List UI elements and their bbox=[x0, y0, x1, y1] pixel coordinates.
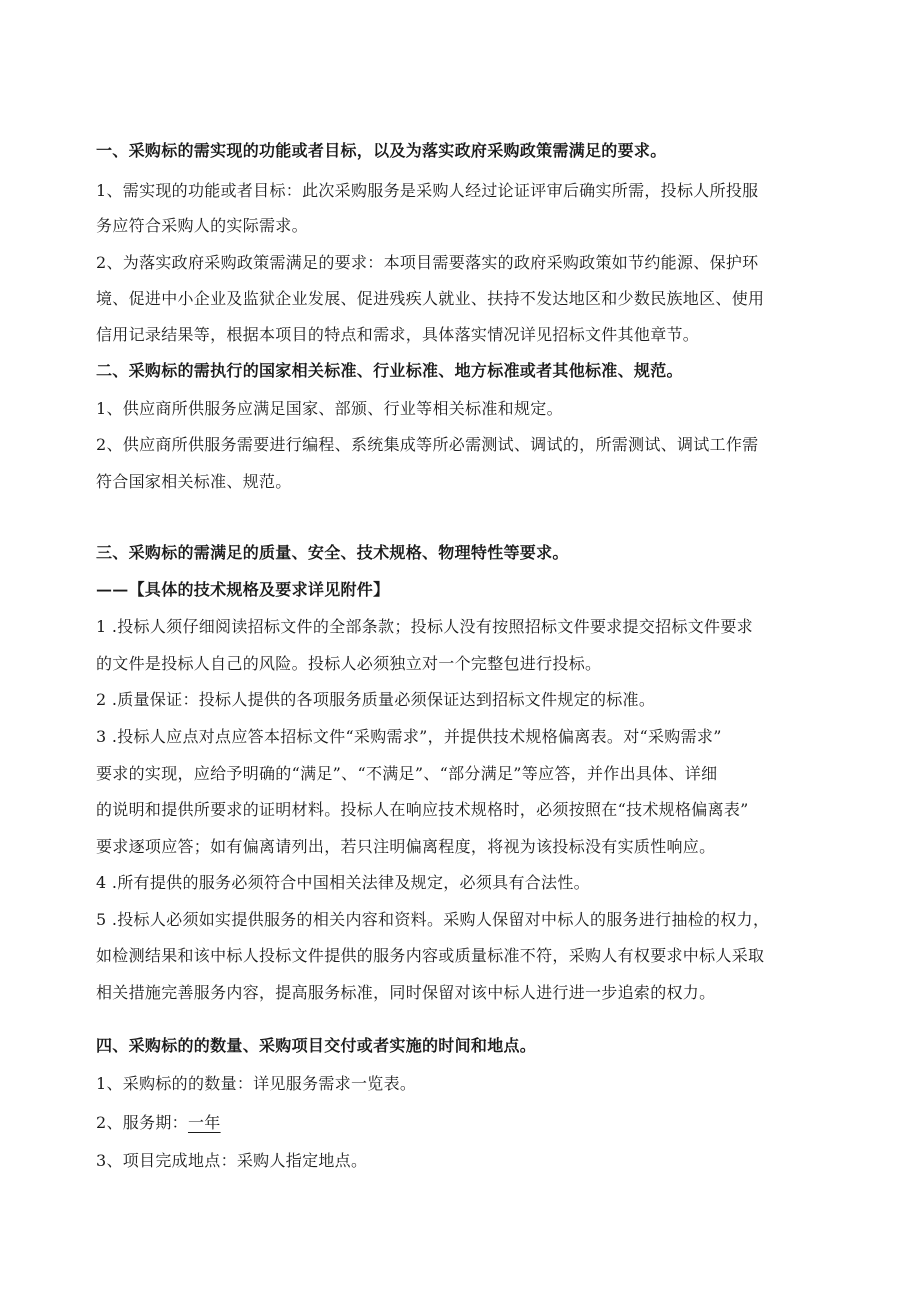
section-2-item-2-line-2: 符合国家相关标准、规范。 bbox=[96, 472, 292, 491]
section-3-note: ——【具体的技术规格及要求详见附件】 bbox=[96, 580, 390, 599]
section-3-item-5-line-3: 相关措施完善服务内容，提高服务标准，同时保留对该中标人进行进一步追索的权力。 bbox=[96, 983, 716, 1002]
section-2-heading: 二、采购标的需执行的国家相关标准、行业标准、地方标准或者其他标准、规范。 bbox=[96, 361, 683, 380]
section-4-item-3: 3、项目完成地点：采购人指定地点。 bbox=[96, 1151, 368, 1170]
section-4-item-2 bbox=[96, 1113, 221, 1133]
section-1-item-2-line-2: 境、促进中小企业及监狱企业发展、促进残疾人就业、扶持不发达地区和少数民族地区、使用 bbox=[96, 289, 765, 308]
section-3-item-5-line-2: 如检测结果和该中标人投标文件提供的服务内容或质量标准不符，采购人有权要求中标人采取 bbox=[96, 946, 765, 965]
section-1-item-1-line-2: 务应符合采购人的实际需求。 bbox=[96, 216, 308, 235]
section-3-item-3-line-4: 要求逐项应答；如有偏离请列出，若只注明偏离程度，将视为该投标没有实质性响应。 bbox=[96, 837, 716, 856]
service-period-label: 2、服务期： bbox=[96, 1113, 188, 1132]
section-2-item-1: 1、供应商所供服务应满足国家、部颁、行业等相关标准和规定。 bbox=[96, 399, 563, 418]
section-3-item-4: 4 .所有提供的服务必须符合中国相关法律及规定，必须具有合法性。 bbox=[96, 873, 590, 892]
section-3-item-5-line-1: 5 .投标人必须如实提供服务的相关内容和资料。采购人保留对中标人的服务进行抽检的权力， bbox=[96, 910, 770, 929]
section-1-heading: 一、采购标的需实现的功能或者目标，以及为落实政府采购政策需满足的要求。 bbox=[96, 141, 667, 160]
section-3-item-3-line-2: 要求的实现，应给予明确的“满足”、“不满足”、“部分满足”等应答，并作出具体、详细 bbox=[96, 764, 718, 783]
service-period-value: 一年 bbox=[187, 1113, 221, 1132]
section-1-item-2-line-3: 信用记录结果等，根据本项目的特点和需求，具体落实情况详见招标文件其他章节。 bbox=[96, 325, 700, 344]
section-4-item-1: 1、采购标的的数量：详见服务需求一览表。 bbox=[96, 1074, 417, 1093]
section-3-item-1-line-1: 1 .投标人须仔细阅读招标文件的全部条款；投标人没有按照招标文件要求提交招标文件要求 bbox=[96, 617, 753, 636]
section-2-item-2-line-1: 2、供应商所供服务需要进行编程、系统集成等所必需测试、调试的，所需测试、调试工作需 bbox=[96, 435, 759, 454]
section-3-item-3-line-3: 的说明和提供所要求的证明材料。投标人在响应技术规格时，必须按照在“技术规格偏离表” bbox=[96, 800, 749, 819]
section-3-item-2: 2 .质量保证：投标人提供的各项服务质量必须保证达到招标文件规定的标准。 bbox=[96, 690, 656, 709]
section-3-heading: 三、采购标的需满足的质量、安全、技术规格、物理特性等要求。 bbox=[96, 543, 569, 562]
section-3-item-3-line-1: 3 .投标人应点对点应答本招标文件“采购需求”，并提供技术规格偏离表。对“采购需求” bbox=[96, 727, 722, 746]
section-1-item-1-line-1: 1、需实现的功能或者目标：此次采购服务是采购人经过论证评审后确实所需，投标人所投服 bbox=[96, 181, 759, 200]
section-3-item-1-line-2: 的文件是投标人自己的风险。投标人必须独立对一个完整包进行投标。 bbox=[96, 654, 602, 673]
section-1-item-2-line-1: 2、为落实政府采购政策需满足的要求：本项目需要落实的政府采购政策如节约能源、保护环 bbox=[96, 253, 759, 272]
section-4-heading: 四、采购标的的数量、采购项目交付或者实施的时间和地点。 bbox=[96, 1036, 537, 1055]
